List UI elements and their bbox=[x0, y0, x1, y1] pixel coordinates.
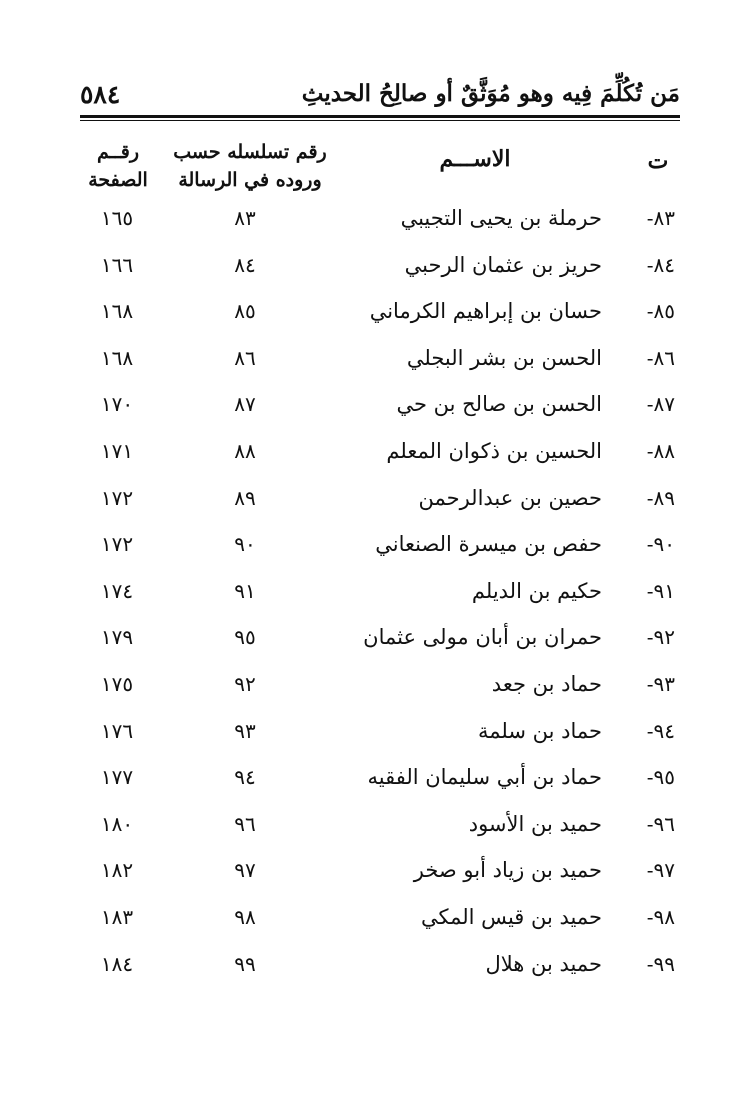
row-number: ٩٨- bbox=[646, 905, 675, 929]
page-reference: ١٦٥ bbox=[100, 206, 134, 230]
page-number: ٥٨٤ bbox=[80, 80, 121, 109]
narrator-name: حميد بن الأسود bbox=[468, 811, 602, 836]
narrator-name: حميد بن زياد أبو صخر bbox=[413, 858, 602, 883]
table-row bbox=[0, 944, 742, 984]
sequence-number: ٨٤ bbox=[234, 252, 256, 277]
sequence-number: ٩٥ bbox=[234, 625, 256, 650]
row-number: ٨٦- bbox=[646, 345, 675, 370]
page-reference: ١٦٨ bbox=[100, 299, 134, 324]
column-header-page bbox=[78, 138, 158, 194]
row-number: ٩٧- bbox=[646, 858, 675, 883]
table-row bbox=[0, 245, 742, 285]
page-reference: ١٧٢ bbox=[100, 532, 134, 557]
table-row bbox=[0, 338, 742, 378]
sequence-number: ٩٩ bbox=[234, 951, 256, 976]
page-reference: ١٧١ bbox=[100, 439, 134, 463]
narrator-name: حمران بن أبان مولى عثمان bbox=[363, 625, 602, 650]
sequence-number: ٨٨ bbox=[234, 439, 256, 463]
row-number: ٩١- bbox=[646, 578, 675, 603]
row-number: ٩٥- bbox=[646, 765, 675, 790]
table-row bbox=[0, 571, 742, 611]
sequence-number: ٨٦ bbox=[234, 345, 256, 370]
row-number: ٨٣- bbox=[646, 206, 675, 230]
column-header-number: ت bbox=[647, 148, 669, 174]
page-reference: ١٧٧ bbox=[100, 765, 134, 790]
sequence-number: ٩٣ bbox=[234, 718, 256, 743]
header-rule-thin bbox=[80, 120, 680, 121]
row-number: ٩٦- bbox=[646, 811, 675, 836]
table-row bbox=[0, 804, 742, 844]
sequence-number: ٨٩ bbox=[234, 485, 256, 510]
table-row bbox=[0, 850, 742, 890]
column-header-page-line1: رقــم bbox=[96, 141, 140, 163]
row-number: ٩٢- bbox=[646, 625, 675, 650]
narrator-name: حميد بن هلال bbox=[485, 951, 602, 976]
narrator-name: حريز بن عثمان الرحبي bbox=[404, 252, 602, 277]
sequence-number: ٩٦ bbox=[234, 811, 256, 836]
narrator-name: الحسن بن بشر البجلي bbox=[406, 345, 602, 370]
column-header-name: الاســـم bbox=[439, 146, 511, 172]
sequence-number: ٩٤ bbox=[234, 765, 256, 790]
row-number: ٨٧- bbox=[646, 392, 675, 417]
row-number: ٨٥- bbox=[646, 299, 675, 324]
narrator-name: حماد بن سلمة bbox=[477, 718, 602, 743]
table-row bbox=[0, 524, 742, 564]
row-number: ٨٩- bbox=[646, 485, 675, 510]
sequence-number: ٨٧ bbox=[234, 392, 256, 417]
page-reference: ١٨٤ bbox=[100, 951, 134, 976]
sequence-number: ٨٥ bbox=[234, 299, 256, 324]
column-header-page-line2: الصفحة bbox=[88, 169, 148, 191]
page-reference: ١٧٦ bbox=[100, 718, 134, 743]
page-reference: ١٧٠ bbox=[100, 392, 134, 417]
table-row bbox=[0, 431, 742, 471]
row-number: ٩٠- bbox=[646, 532, 675, 557]
page-reference: ١٧٩ bbox=[100, 625, 134, 650]
row-number: ٨٨- bbox=[646, 439, 675, 463]
sequence-number: ٩٨ bbox=[234, 905, 256, 929]
page-reference: ١٨٠ bbox=[100, 811, 134, 836]
row-number: ٩٤- bbox=[646, 718, 675, 743]
table-row bbox=[0, 291, 742, 331]
page-reference: ١٧٥ bbox=[100, 672, 134, 696]
page-reference: ١٨٢ bbox=[100, 858, 134, 883]
column-header-sequence bbox=[170, 138, 330, 194]
page-reference: ١٧٢ bbox=[100, 485, 134, 510]
narrator-name: حصين بن عبدالرحمن bbox=[418, 485, 602, 510]
narrator-name: حماد بن جعد bbox=[491, 672, 602, 696]
narrator-name: حكيم بن الديلم bbox=[471, 578, 602, 603]
table-row bbox=[0, 711, 742, 751]
table-row bbox=[0, 897, 742, 937]
narrator-name: حسان بن إبراهيم الكرماني bbox=[369, 299, 602, 324]
table-row bbox=[0, 757, 742, 797]
page-reference: ١٦٦ bbox=[100, 252, 134, 277]
sequence-number: ٩١ bbox=[234, 578, 256, 603]
narrator-name: حفص بن ميسرة الصنعاني bbox=[375, 532, 602, 557]
narrator-name: حماد بن أبي سليمان الفقيه bbox=[367, 765, 602, 790]
table-row bbox=[0, 198, 742, 238]
sequence-number: ٩٠ bbox=[234, 532, 256, 557]
table-row bbox=[0, 478, 742, 518]
row-number: ٩٩- bbox=[646, 951, 675, 976]
sequence-number: ٩٢ bbox=[234, 672, 256, 696]
narrator-name: الحسن بن صالح بن حي bbox=[396, 392, 602, 417]
running-title: مَن تُكُلِّمَ فِيه وهو مُوَثَّقٌ أو صالِحُ الحديثِ bbox=[301, 80, 680, 107]
narrator-name: حميد بن قيس المكي bbox=[421, 905, 602, 929]
column-header-sequence-line2: وروده في الرسالة bbox=[178, 169, 322, 191]
table-row bbox=[0, 384, 742, 424]
page-reference: ١٨٣ bbox=[100, 905, 134, 929]
row-number: ٨٤- bbox=[646, 252, 675, 277]
row-number: ٩٣- bbox=[646, 672, 675, 696]
sequence-number: ٩٧ bbox=[234, 858, 256, 883]
page-header bbox=[80, 64, 680, 114]
page-reference: ١٦٨ bbox=[100, 345, 134, 370]
table-row bbox=[0, 664, 742, 704]
header-rule-thick bbox=[80, 115, 680, 118]
page-reference: ١٧٤ bbox=[100, 578, 134, 603]
sequence-number: ٨٣ bbox=[234, 206, 256, 230]
narrator-name: حرملة بن يحيى التجيبي bbox=[400, 206, 602, 230]
column-header-sequence-line1: رقم تسلسله حسب bbox=[173, 141, 327, 163]
narrator-name: الحسين بن ذكوان المعلم bbox=[386, 439, 602, 463]
table-row bbox=[0, 617, 742, 657]
